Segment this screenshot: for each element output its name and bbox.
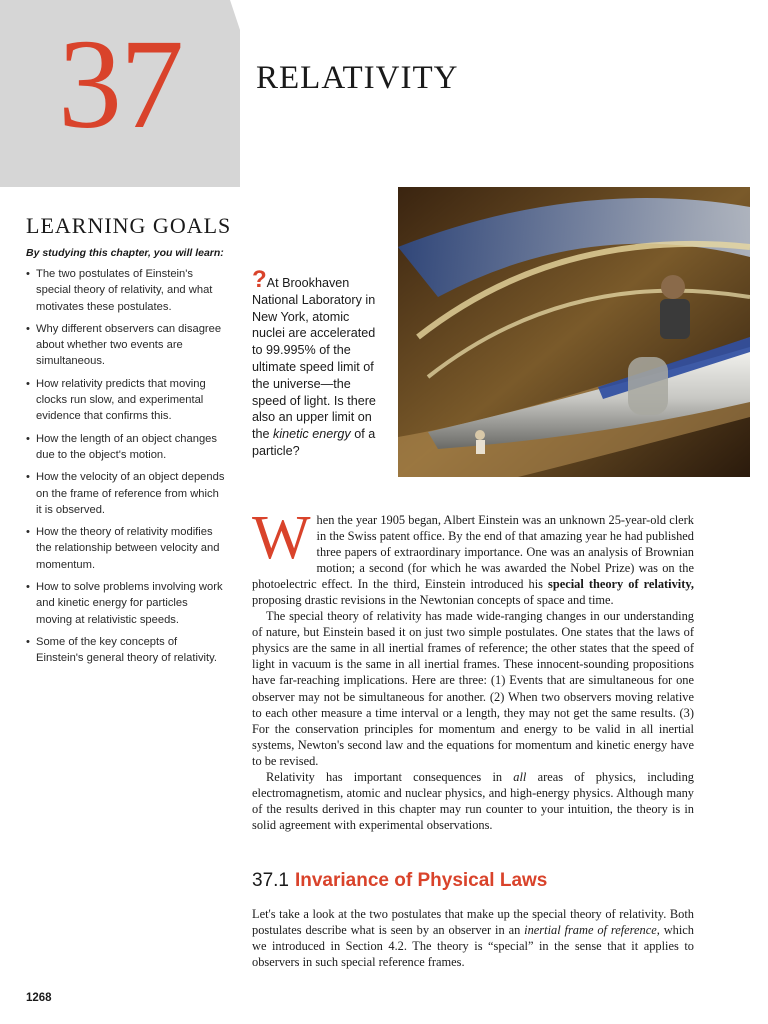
intro-text: Relativity has important consequences in	[266, 769, 514, 784]
drop-cap: W	[252, 504, 311, 572]
section-paragraph	[252, 906, 694, 970]
question-mark-icon: ?	[252, 266, 267, 293]
question-emphasis: kinetic energy	[273, 427, 351, 442]
chapter-title: RELATIVITY	[256, 60, 459, 96]
intro-text: hen the year 1905 began, Albert Einstein was an unknown 25-year-old clerk in the Swiss patent office. By the end of that amazing year he had published three papers of extraordinary importance. One was an analysis of Brownian motion; a second (for which he was awarded the Nobel Prize) was on the photoelectric effect. In the third, Einstein introduced his	[252, 513, 694, 592]
intro-text: proposing drastic revisions in the Newtonian concepts of space and time.	[252, 593, 614, 608]
chapter-number: 37	[58, 13, 182, 155]
learning-goal-item: • How the length of an object changes due to the object's motion.	[26, 431, 226, 464]
learning-goal-item: • Why different observers can disagree about whether two events are simultaneous.	[26, 321, 226, 370]
particle-accelerator-photo	[398, 187, 750, 477]
emphasis-text: all	[513, 769, 527, 784]
question-text-end: of a particle?	[252, 427, 376, 458]
emphasis-text: inertial frame of reference,	[524, 923, 660, 938]
section-text: which we introduced in Section 4.2. The theory is “special” in the sense that it applies to observers in such special reference frames.	[252, 923, 694, 970]
learning-goals-list	[26, 266, 226, 673]
learning-goals-subheading: By studying this chapter, you will learn:	[26, 247, 224, 259]
section-text: Let's take a look at the two postulates that make up the special theory of relativity. Both postulates describe what is seen by an observer in an	[252, 907, 694, 938]
learning-goal-item: • How the velocity of an object depends on the frame of reference from which it is observed.	[26, 469, 226, 518]
learning-goal-item: • How relativity predicts that moving clocks run slow, and experimental evidence that confirms this.	[26, 376, 226, 425]
key-term: special theory of relativity,	[548, 577, 694, 592]
learning-goal-item: • How the theory of relativity modifies the relationship between velocity and momentum.	[26, 524, 226, 573]
intro-paragraph-2: The special theory of relativity has made wide-ranging changes in our understanding of nature, but Einstein based it on just two simple postulates. One states that the laws of physics are the same in all inertial frames of reference; the other states that the speed of light in vacuum is the same in all inertial frames. These innocent-sounding propositions have far-reaching implications. Here are three: (1) Events that are simultaneous for one observer may not be simultaneous for another. (2) When two observers moving relative to each other measure a time interval or a length, they may not get the same results. (3) For the conservation principles for momentum and energy to be valid in all inertial systems, Newton's second law and the equations for momentum and kinetic energy have to be revised.	[252, 609, 694, 768]
section-number: 37.1	[252, 870, 289, 891]
intro-text: areas of physics, including electromagnetism, atomic and nuclear physics, and high-energy physics. Although many of the results derived in this chapter may run counter to your intuition, the theory is in solid agreement with experimental observations.	[252, 769, 695, 832]
section-body	[252, 906, 694, 970]
accelerator-illustration	[398, 187, 750, 477]
section-title: Invariance of Physical Laws	[294, 870, 548, 891]
learning-goal-item: • How to solve problems involving work and kinetic energy for particles moving at relativistic speeds.	[26, 579, 226, 628]
intro-paragraph-3	[252, 769, 694, 833]
learning-goal-item: • Some of the key concepts of Einstein's general theory of relativity.	[26, 634, 226, 667]
chapter-opening-question	[252, 266, 384, 460]
page-number: 1268	[26, 992, 52, 1004]
learning-goals-heading: LEARNING GOALS	[26, 213, 232, 238]
chapter-introduction	[252, 504, 695, 833]
learning-goal-item: • The two postulates of Einstein's special theory of relativity, and what motivates these postulates.	[26, 266, 226, 315]
intro-paragraph-1	[252, 504, 694, 608]
question-text-start: At Brookhaven National Laboratory in New York, atomic nuclei are accelerated to 99.995% of the ultimate speed limit of the universe—the speed of light. Is there also an upper limit on the	[252, 276, 376, 442]
section-heading	[252, 870, 547, 892]
